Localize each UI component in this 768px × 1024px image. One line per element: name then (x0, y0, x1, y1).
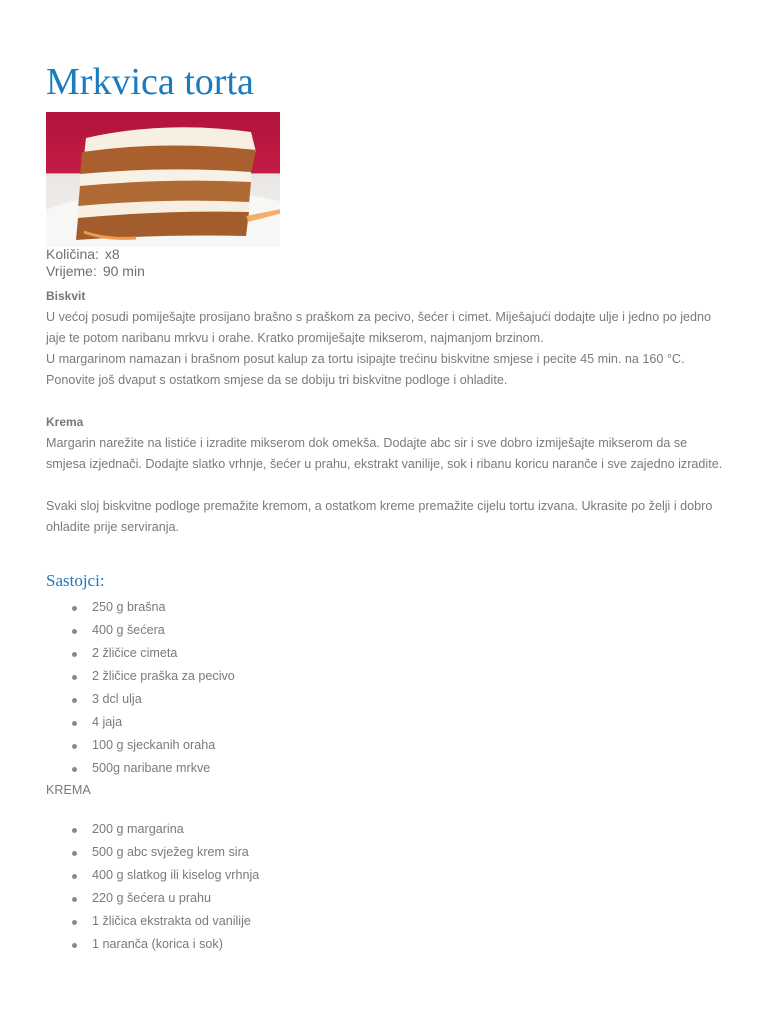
bullet-icon (72, 897, 77, 902)
bullet-icon (72, 721, 77, 726)
list-item: 200 g margarina (46, 818, 259, 841)
bullet-icon (72, 698, 77, 703)
bullet-icon (72, 767, 77, 772)
page-title: Mrkvica torta (46, 61, 254, 103)
biskvit-paragraph-1: U većoj posudi pomiješajte prosijano brašno s praškom za pecivo, šećer i cimet. Miješajući dodajte ulje i jedno po jedno jaje te potom naribanu mrkvu i orahe. Kratko promiješajte mikserom, najmanjom brzinom. (46, 310, 712, 345)
list-item: 2 žličice cimeta (46, 642, 235, 665)
krema-paragraph: Margarin narežite na listiće i izradite mikserom dok omekša. Dodajte abc sir i sve dobro izmiješajte mikserom da se smjesa izjednači. Dodajte slatko vrhnje, šećer u prahu, ekstrakt vanilije, sok i ribanu koricu naranče i sve zajedno izradite. (46, 436, 723, 471)
instructions (46, 286, 726, 538)
time-row (46, 263, 145, 280)
bullet-icon (72, 606, 77, 611)
biskvit-heading: Biskvit (46, 289, 86, 303)
list-item: 250 g brašna (46, 596, 235, 619)
biskvit-ingredients-list (46, 596, 235, 780)
list-item: 1 naranča (korica i sok) (46, 933, 259, 956)
bullet-icon (72, 675, 77, 680)
bullet-icon (72, 920, 77, 925)
ingredients-heading: Sastojci: (46, 571, 105, 590)
list-item: 220 g šećera u prahu (46, 887, 259, 910)
cake-photo (46, 112, 280, 247)
final-paragraph: Svaki sloj biskvitne podloge premažite kremom, a ostatkom kreme premažite cijelu tortu izvana. Ukrasite po želji i dobro ohladite prije serviranja. (46, 499, 713, 534)
recipe-meta (46, 246, 145, 280)
bullet-icon (72, 851, 77, 856)
bullet-icon (72, 828, 77, 833)
list-item: 2 žličice praška za pecivo (46, 665, 235, 688)
bullet-icon (72, 874, 77, 879)
krema-ingredients-list (46, 818, 259, 956)
list-item: 500g naribane mrkve (46, 757, 235, 780)
servings-label: Količina: (46, 246, 99, 262)
bullet-icon (72, 744, 77, 749)
servings-value: x8 (104, 246, 120, 262)
time-label: Vrijeme: (46, 263, 97, 279)
bullet-icon (72, 943, 77, 948)
servings-row (46, 246, 145, 263)
time-value: 90 min (102, 263, 145, 279)
krema-ingredients-label: KREMA (46, 783, 91, 797)
list-item: 1 žličica ekstrakta od vanilije (46, 910, 259, 933)
krema-heading: Krema (46, 415, 84, 429)
list-item: 4 jaja (46, 711, 235, 734)
bullet-icon (72, 652, 77, 657)
bullet-icon (72, 629, 77, 634)
list-item: 100 g sjeckanih oraha (46, 734, 235, 757)
list-item: 400 g slatkog ili kiselog vrhnja (46, 864, 259, 887)
list-item: 3 dcl ulja (46, 688, 235, 711)
biskvit-paragraph-2: U margarinom namazan i brašnom posut kalup za tortu isipajte trećinu biskvitne smjese i pecite 45 min. na 160 °C. Ponovite još dvaput s ostatkom smjese da se dobiju tri biskvitne podloge i ohladite. (46, 352, 685, 387)
list-item: 500 g abc svježeg krem sira (46, 841, 259, 864)
list-item: 400 g šećera (46, 619, 235, 642)
